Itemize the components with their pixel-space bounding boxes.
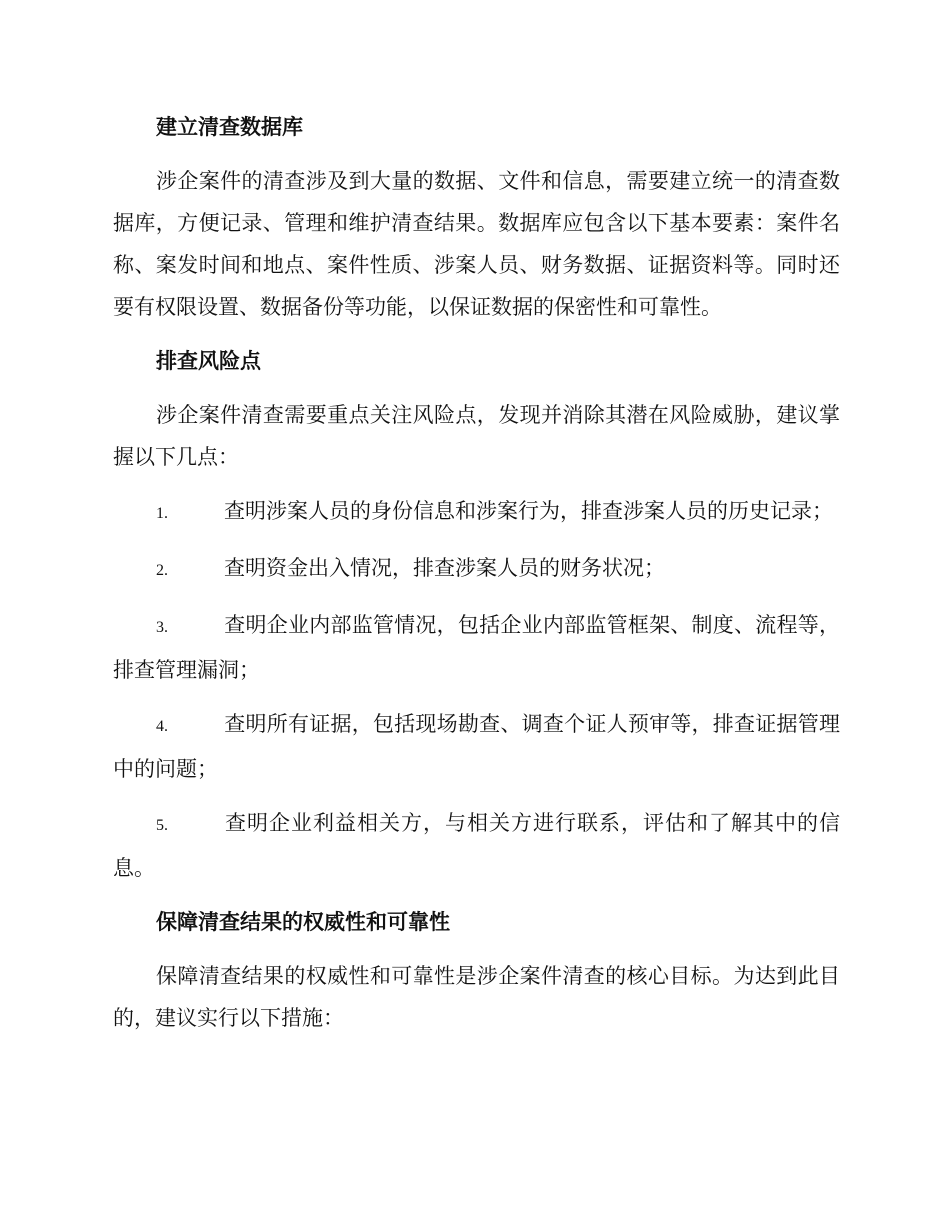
list-item-number: 1.: [156, 505, 168, 522]
list-item: [113, 604, 840, 691]
section-paragraph-authority: 保障清查结果的权威性和可靠性是涉企案件清查的核心目标。为达到此目的，建议实行以下措施：: [113, 964, 840, 1030]
section-paragraph-risk-points: 涉企案件清查需要重点关注风险点，发现并消除其潜在风险威胁，建议掌握以下几点：: [113, 403, 840, 469]
list-item-text: 查明所有证据，包括现场勘查、调查个证人预审等，排查证据管理中的问题；: [113, 712, 840, 781]
section-paragraph-database: 涉企案件的清查涉及到大量的数据、文件和信息，需要建立统一的清查数据库，方便记录、管理和维护清查结果。数据库应包含以下基本要素：案件名称、案发时间和地点、案件性质、涉案人员、财务数据、证据资料等。同时还要有权限设置、数据备份等功能，以保证数据的保密性和可靠性。: [113, 169, 840, 319]
section-heading-risk-points: 排查风险点: [156, 349, 261, 373]
section-heading-database: 建立清查数据库: [156, 115, 303, 139]
list-item: [113, 490, 840, 535]
list-item: [113, 802, 840, 889]
section-heading-authority: 保障清查结果的权威性和可靠性: [156, 910, 450, 934]
list-item-text: 查明资金出入情况，排查涉案人员的财务状况；: [224, 556, 665, 580]
list-item: [113, 547, 840, 592]
document-body: [113, 106, 840, 1039]
list-item-text: 查明企业内部监管情况，包括企业内部监管框架、制度、流程等，排查管理漏洞；: [113, 613, 840, 682]
list-item-number: 5.: [156, 817, 168, 834]
list-item-number: 2.: [156, 562, 168, 579]
list-item-text: 查明涉案人员的身份信息和涉案行为，排查涉案人员的历史记录；: [224, 499, 833, 523]
list-item: [113, 703, 840, 790]
list-item-number: 4.: [156, 718, 168, 735]
list-item-text: 查明企业利益相关方，与相关方进行联系，评估和了解其中的信息。: [113, 811, 840, 880]
list-item-number: 3.: [156, 619, 168, 636]
